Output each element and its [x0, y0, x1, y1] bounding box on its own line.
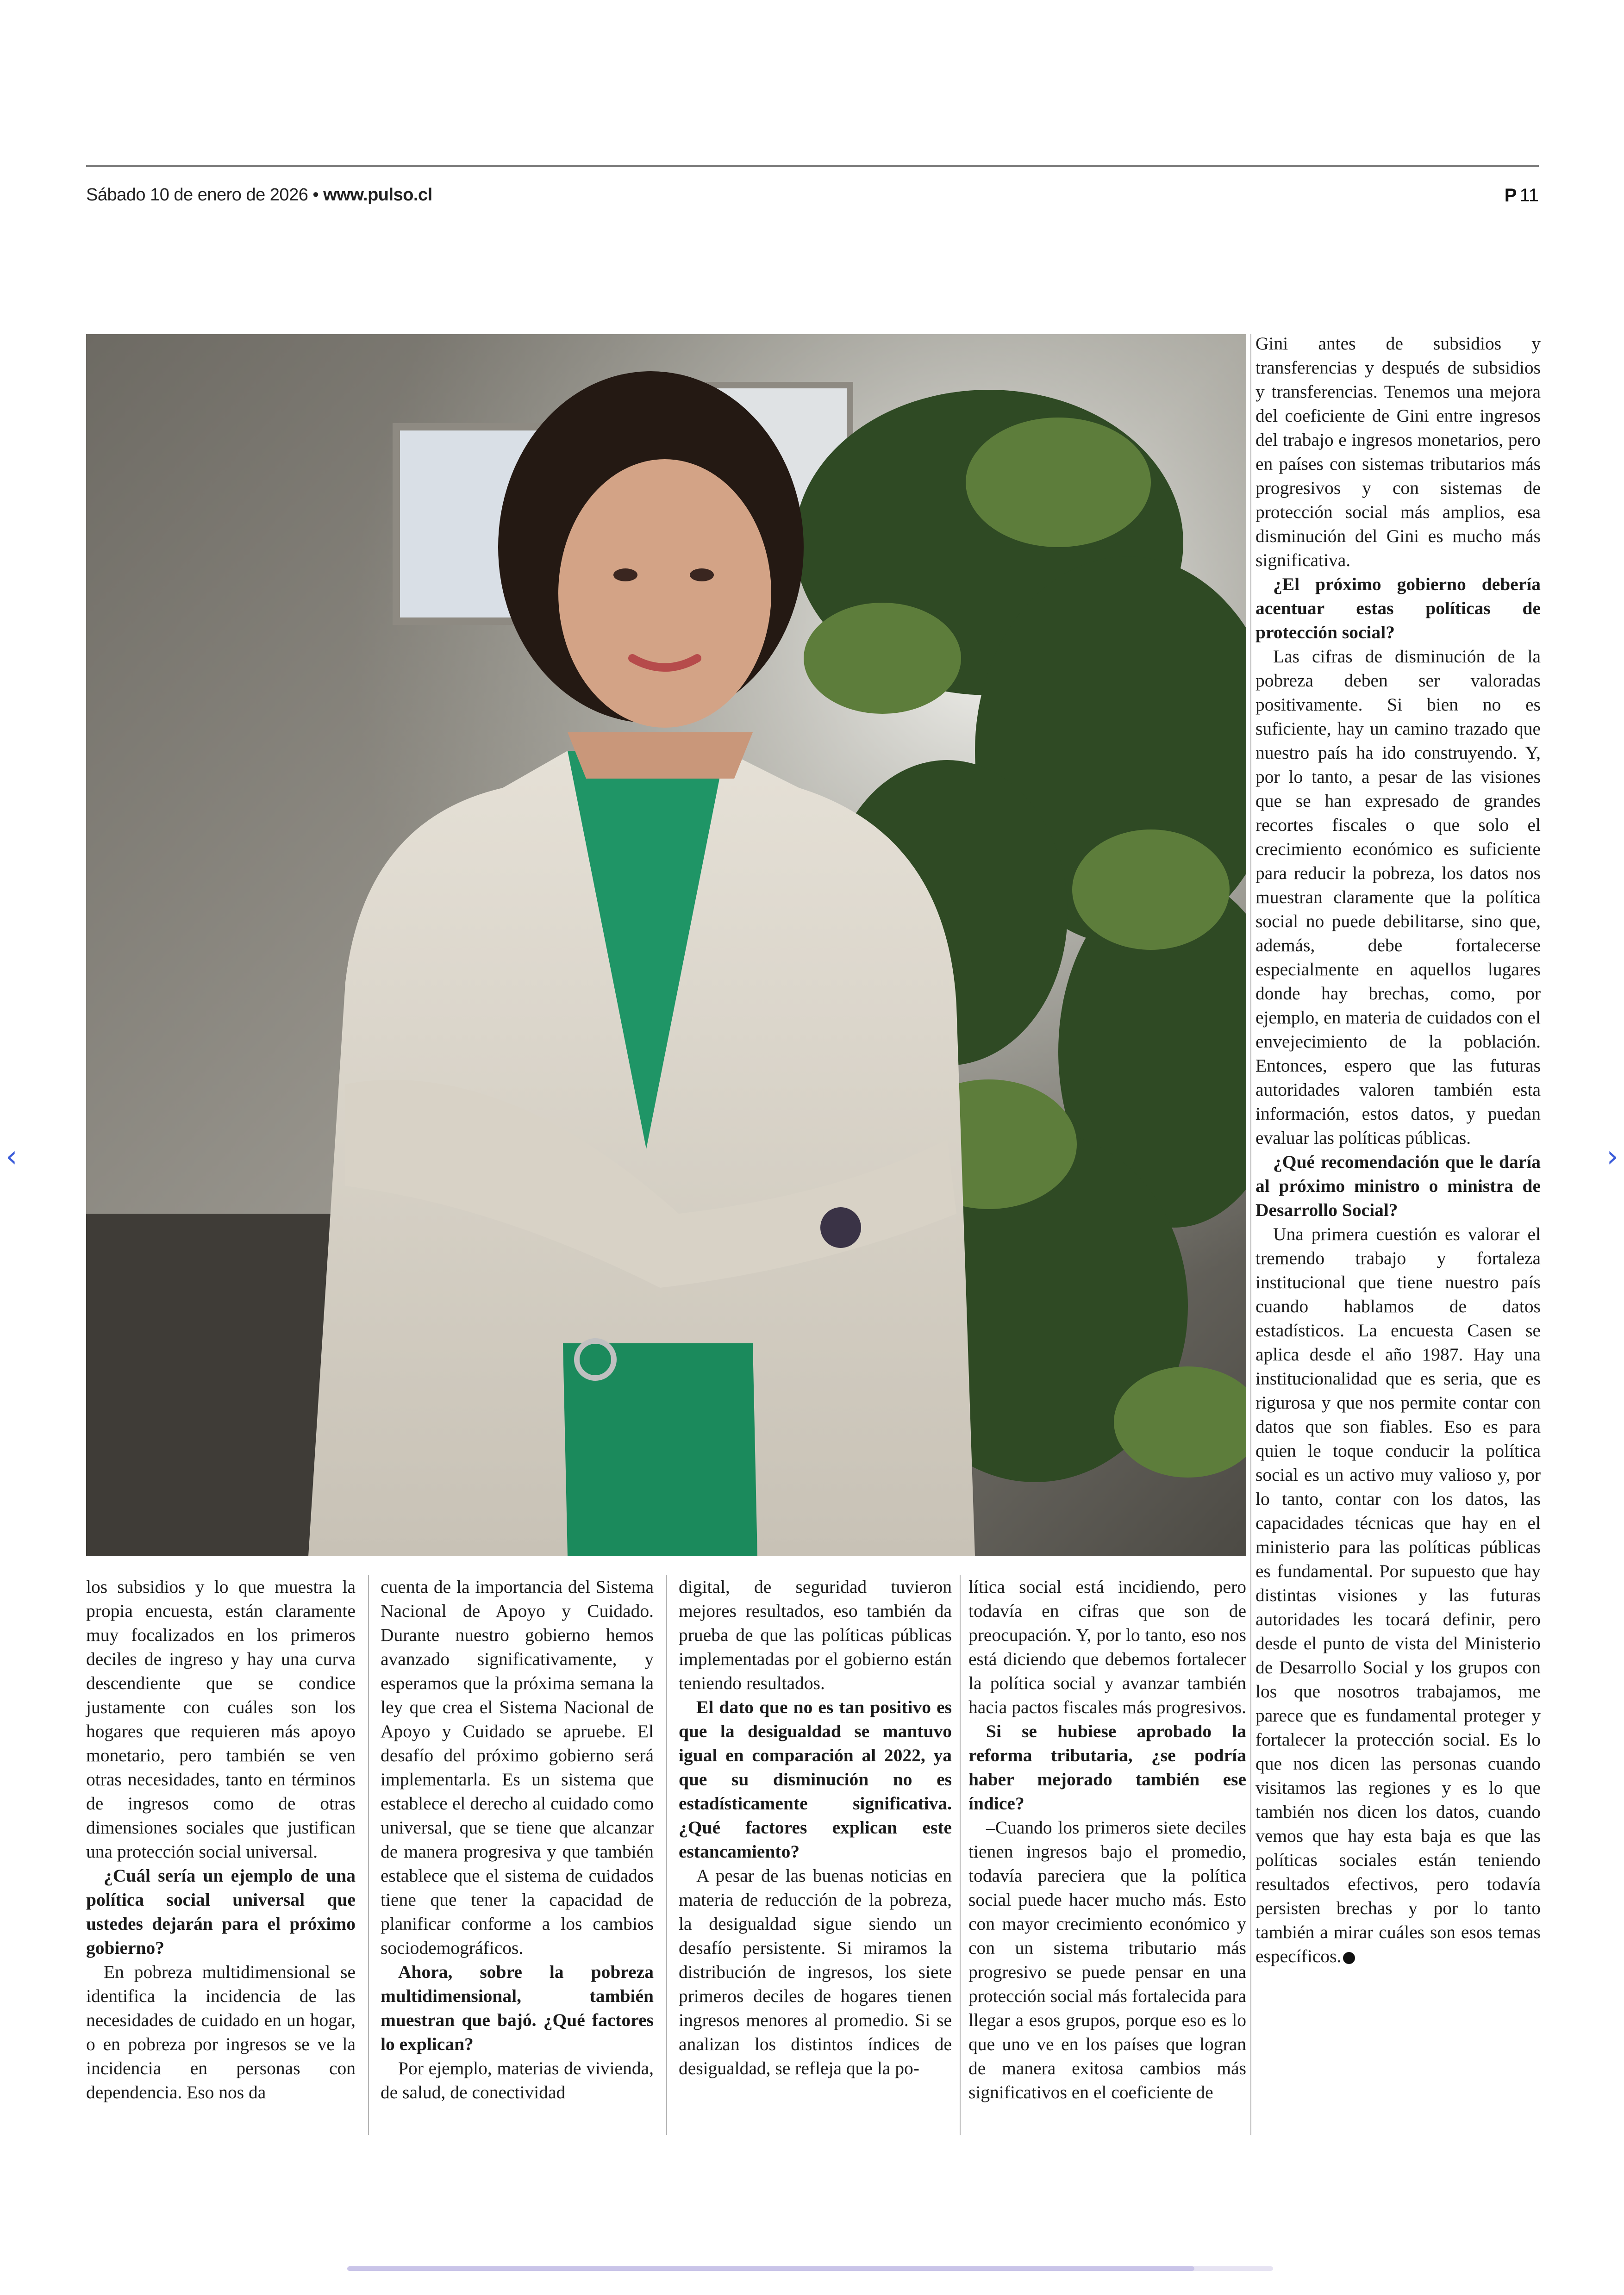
paragraph: lítica social está incidiendo, pero todavía en cifras que son de preocupación. Y, por lo tanto, eso nos está diciendo que debemos fortalecer la política social y avanzar también hacia pactos fiscales más progresivos. — [968, 1577, 1246, 1717]
scrollbar-thumb[interactable] — [347, 2266, 1194, 2271]
header-date: Sábado 10 de enero de 2026 • — [86, 185, 319, 205]
portrait-photo — [86, 334, 1246, 1556]
header-date-line — [86, 185, 432, 205]
answer — [1255, 1222, 1541, 1968]
answer: A pesar de las buenas noticias en materia de reducción de la pobreza, la desigualdad sigue siendo un desafío persistente. Si miramos la distribución de ingresos, los siete primeros deciles de hogares tienen ingresos menores al promedio. Si se analizan los distintos índices de desigualdad, se refleja que la po- — [679, 1865, 952, 2078]
paragraph: digital, de seguridad tuvieron mejores resultados, eso también da prueba de que las políticas públicas implementadas por el gobierno están teniendo resultados. — [679, 1577, 952, 1693]
end-mark-icon: P — [1343, 1952, 1355, 1964]
prev-page-button[interactable]: ‹ — [6, 1140, 18, 1174]
column-divider — [960, 1575, 961, 2135]
page-prefix: P — [1504, 185, 1517, 206]
header-site-link[interactable]: www.pulso.cl — [323, 185, 432, 205]
horizontal-scrollbar[interactable] — [347, 2266, 1273, 2271]
next-page-button[interactable]: › — [1606, 1140, 1618, 1174]
question: Si se hubiese aprobado la reforma tributaria, ¿se podría haber mejorado también ese índice? — [968, 1721, 1246, 1814]
paragraph: los subsidios y lo que muestra la propia encuesta, están claramente muy focalizados en los primeros deciles de ingreso y hay una curva descendiente que se condice justamente con cuáles son los hogares que requieren más apoyo monetario, pero también se ven otras necesidades, tanto en términos de ingresos como de otras dimensiones sociales que justifican una protección social universal. — [86, 1577, 356, 1862]
answer: Las cifras de disminución de la pobreza deben ser valoradas positivamente. Si bien no es suficiente, hay un camino trazado que nuestro país ha ido construyendo. Y, por lo tanto, a pesar de las visiones que se han expresado de grandes recortes fiscales o que solo el crecimiento económico es suficiente para reducir la pobreza, los datos nos muestran claramente que la política social no puede debilitarse, sino que, además, debe fortalecerse especialmente en aquellos lugares donde hay brechas, como, por ejemplo, en materia de cuidados con el envejecimiento de la población. Entonces, espero que las futuras autoridades valoren también esta información, estos datos, y puedan evaluar las políticas públicas. — [1255, 646, 1541, 1148]
paragraph: cuenta de la importancia del Sistema Nacional de Apoyo y Cuidado. Durante nuestro gobierno hemos avanzado significativamente, y esperamos que la próxima semana la ley que crea el Sistema Nacional de Apoyo y Cuidado se apruebe. El desafío del próximo gobierno será implementarla. Es un sistema que establece el derecho al cuidado como universal, que se tiene que alcanzar de manera progresiva y que también establece que el sistema de cuidados tiene que tener la capacidad de planificar conforme a los cambios sociodemográficos. — [381, 1577, 654, 1958]
answer: En pobreza multidimensional se identifica la incidencia de las necesidades de cuidado en un hogar, o en pobreza por ingresos se ve la incidencia en personas con dependencia. Eso nos da — [86, 1962, 356, 2102]
column-divider — [1250, 334, 1251, 2135]
article-column-2 — [381, 1575, 654, 2104]
page-number — [1505, 185, 1539, 206]
page-number-value: 11 — [1519, 185, 1539, 206]
answer-text: Una primera cuestión es valorar el tremendo trabajo y fortaleza institucional que tiene nuestro país cuando hablamos de datos estadísticos. La encuesta Casen se aplica desde el año 1987. Hay una institucionalidad que es seria, que es rigurosa y que nos permite contar con datos que son fiables. Eso es para quien le toque conducir la política social es un activo muy valioso y, por lo tanto, contar con los datos, las capacidades técnicas que hay en el ministerio para las políticas públicas es fundamental. Por supuesto que hay distintas visiones y las futuras autoridades les tocará definir, pero desde el punto de vista del Ministerio de Desarrollo Social y los grupos con los que nosotros trabajamos, me parece que es fundamental proteger y fortalecer la protección social. Es lo que nos dicen las personas cuando visitamos las regiones y es lo que también nos dicen los datos, cuando vemos que hay esta baja es que las políticas sociales están teniendo resultados efectivos, pero todavía persisten brechas y por lo tanto también a mirar cuáles son esos temas específicos. — [1255, 1224, 1541, 1966]
portrait-photo-icon — [86, 334, 1246, 1556]
article-column-5 — [1255, 331, 1541, 1968]
article-column-4 — [968, 1575, 1246, 2104]
paragraph: Gini antes de subsidios y transferencias y después de subsidios y transferencias. Tenemos una mejora del coeficiente de Gini entre ingresos del trabajo e ingresos monetarios, pero en países con sistemas tributarios más progresivos y con sistemas de protección social más amplios, esa disminución del Gini es mucho más significativa. — [1255, 333, 1541, 570]
article-column-3 — [679, 1575, 952, 2080]
column-divider — [666, 1575, 667, 2135]
column-divider — [368, 1575, 369, 2135]
question: El dato que no es tan positivo es que la desigualdad se mantuvo igual en comparación al 2022, ya que su disminución no es estadísticamente significativa. ¿Qué factores explican este estancamiento? — [679, 1697, 952, 1862]
answer: Por ejemplo, materias de vivienda, de salud, de conectividad — [381, 2058, 654, 2102]
question: ¿El próximo gobierno debería acentuar estas políticas de protección social? — [1255, 574, 1541, 642]
answer: –Cuando los primeros siete deciles tienen ingresos bajo el promedio, todavía pareciera que la política social puede hacer mucho más. Esto con mayor crecimiento económico y con un sistema tributario más progresivo se puede pensar en una protección social más fortalecida para llegar a esos grupos, porque eso es lo que uno ve en los países que logran de manera exitosa cambios más significativos en el coeficiente de — [968, 1817, 1246, 2102]
article-column-1 — [86, 1575, 356, 2104]
header-rule — [86, 165, 1539, 167]
question: ¿Cuál sería un ejemplo de una política social universal que ustedes dejarán para el próximo gobierno? — [86, 1865, 356, 1958]
question: ¿Qué recomendación que le daría al próximo ministro o ministra de Desarrollo Social? — [1255, 1152, 1541, 1220]
question: Ahora, sobre la pobreza multidimensional, también muestran que bajó. ¿Qué factores lo explican? — [381, 1962, 654, 2054]
